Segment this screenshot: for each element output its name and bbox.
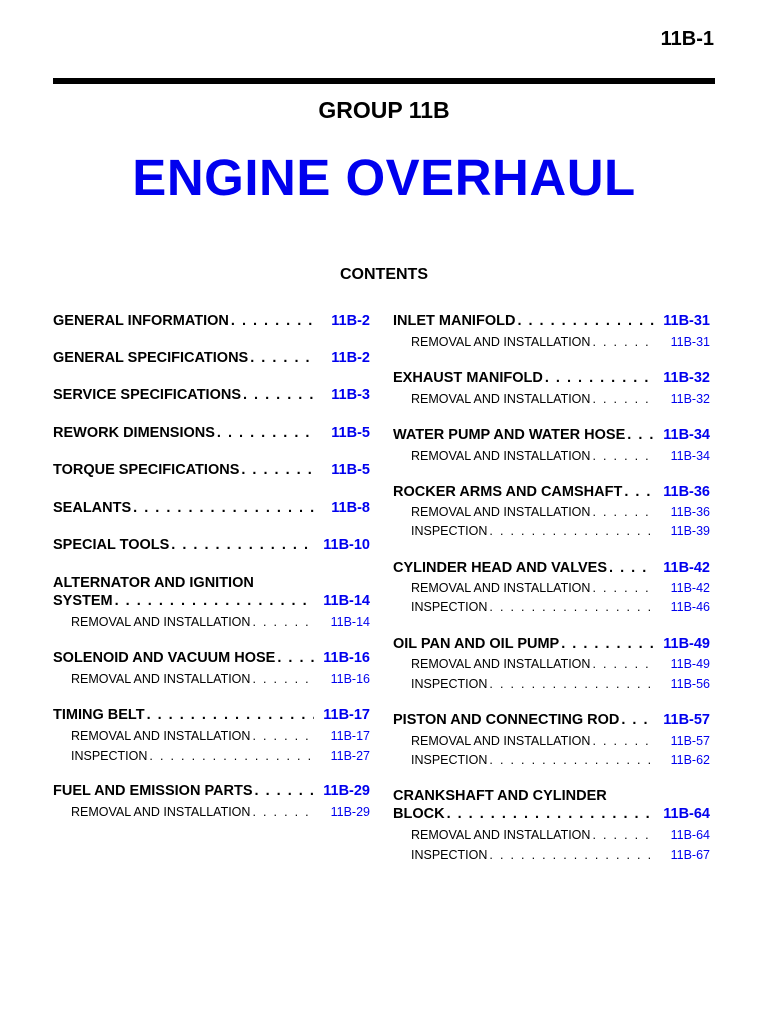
- toc-page-link[interactable]: 11B-64: [663, 806, 710, 822]
- toc-page-link[interactable]: 11B-2: [331, 350, 370, 366]
- toc-entry-special-tools[interactable]: [53, 535, 370, 555]
- toc-leader: [619, 710, 654, 730]
- toc-page-link[interactable]: 11B-31: [663, 313, 710, 329]
- toc-leader: [169, 535, 314, 555]
- toc-page-link[interactable]: 11B-2: [331, 313, 370, 329]
- toc-leader: [131, 498, 314, 518]
- toc-page-link[interactable]: 11B-16: [330, 672, 370, 686]
- toc-sub-label: REMOVAL AND INSTALLATION: [411, 392, 591, 406]
- toc-entry-rocker-arms[interactable]: [393, 482, 710, 502]
- toc-sub-label: REMOVAL AND INSTALLATION: [411, 505, 591, 519]
- toc-sub-label: INSPECTION: [71, 749, 148, 763]
- toc-sub-rocker-arms-inspection[interactable]: [411, 522, 710, 540]
- toc-sub-label: REMOVAL AND INSTALLATION: [71, 615, 251, 629]
- toc-page-link[interactable]: 11B-31: [670, 335, 710, 349]
- toc-leader: [590, 579, 654, 597]
- toc-label: ALTERNATOR AND IGNITION: [53, 575, 254, 591]
- toc-leader: [241, 385, 314, 405]
- toc-page-link[interactable]: 11B-14: [323, 593, 370, 609]
- toc-sub-cylinder-head-removal[interactable]: [411, 579, 710, 597]
- toc-entry-alternator-line1[interactable]: [53, 573, 370, 593]
- toc-page-link[interactable]: 11B-34: [670, 449, 710, 463]
- toc-page-link[interactable]: 11B-34: [663, 427, 710, 443]
- toc-page-link[interactable]: 11B-36: [663, 484, 710, 500]
- toc-page-link[interactable]: 11B-56: [670, 677, 710, 691]
- toc-leader: [250, 670, 314, 688]
- toc-entry-water-pump[interactable]: [393, 425, 710, 445]
- toc-leader: [590, 503, 654, 521]
- toc-page-link[interactable]: 11B-46: [670, 600, 710, 614]
- toc-entry-service-specifications[interactable]: [53, 385, 370, 405]
- toc-entry-cylinder-head[interactable]: [393, 558, 710, 578]
- toc-page-link[interactable]: 11B-29: [330, 805, 370, 819]
- toc-page-link[interactable]: 11B-5: [331, 425, 370, 441]
- toc-page-link[interactable]: 11B-5: [331, 462, 370, 478]
- page-title: ENGINE OVERHAUL: [132, 149, 636, 206]
- toc-leader: [275, 648, 314, 668]
- toc-sub-oil-pan-inspection[interactable]: [411, 675, 710, 693]
- toc-entry-inlet-manifold[interactable]: [393, 311, 710, 331]
- toc-sub-rocker-arms-removal[interactable]: [411, 503, 710, 521]
- toc-sub-label: REMOVAL AND INSTALLATION: [411, 581, 591, 595]
- toc-entry-crankshaft-line1[interactable]: [393, 786, 710, 806]
- toc-entry-sealants[interactable]: [53, 498, 370, 518]
- toc-label: TIMING BELT: [53, 707, 145, 723]
- toc-page-link[interactable]: 11B-32: [663, 370, 710, 386]
- toc-entry-fuel-emission[interactable]: [53, 781, 370, 801]
- toc-leader: [487, 675, 654, 693]
- toc-sub-solenoid-removal[interactable]: [71, 670, 370, 688]
- toc-entry-torque-specifications[interactable]: [53, 460, 370, 480]
- toc-sub-label: INSPECTION: [411, 600, 488, 614]
- toc-sub-crankshaft-removal[interactable]: [411, 826, 710, 844]
- toc-label: GENERAL SPECIFICATIONS: [53, 350, 249, 366]
- toc-sub-piston-inspection[interactable]: [411, 751, 710, 769]
- toc-page-link[interactable]: 11B-17: [330, 729, 370, 743]
- toc-label: SERVICE SPECIFICATIONS: [53, 387, 241, 403]
- toc-entry-crankshaft[interactable]: [393, 804, 710, 824]
- toc-leader: [590, 655, 654, 673]
- toc-entry-alternator[interactable]: [53, 591, 370, 611]
- toc-sub-label: REMOVAL AND INSTALLATION: [71, 805, 251, 819]
- toc-leader: [487, 522, 654, 540]
- toc-leader: [445, 804, 654, 824]
- toc-leader: [515, 311, 654, 331]
- toc-entry-oil-pan[interactable]: [393, 634, 710, 654]
- toc-leader: [145, 705, 314, 725]
- toc-page-link[interactable]: 11B-67: [670, 848, 710, 862]
- toc-page-link[interactable]: 11B-8: [331, 500, 370, 516]
- toc-leader: [590, 447, 654, 465]
- toc-label: PISTON AND CONNECTING ROD: [393, 712, 620, 728]
- contents-heading: CONTENTS: [340, 266, 428, 283]
- toc-sub-label: INSPECTION: [411, 524, 488, 538]
- toc-sub-piston-removal[interactable]: [411, 732, 710, 750]
- toc-page-link[interactable]: 11B-57: [670, 734, 710, 748]
- toc-sub-exhaust-manifold-removal[interactable]: [411, 390, 710, 408]
- toc-leader: [590, 826, 654, 844]
- toc-sub-timing-belt-removal[interactable]: [71, 727, 370, 745]
- page-number: 11B-1: [660, 28, 714, 50]
- toc-sub-label: INSPECTION: [411, 677, 488, 691]
- toc-label: SEALANTS: [53, 500, 132, 516]
- toc-leader: [625, 425, 654, 445]
- toc-page-link[interactable]: 11B-17: [323, 707, 370, 723]
- toc-entry-timing-belt[interactable]: [53, 705, 370, 725]
- toc-label: CYLINDER HEAD AND VALVES: [393, 560, 608, 576]
- toc-page-link[interactable]: 11B-3: [331, 387, 370, 403]
- toc-leader: [113, 591, 314, 611]
- group-heading: GROUP 11B: [318, 97, 450, 123]
- toc-label: FUEL AND EMISSION PARTS: [53, 783, 253, 799]
- toc-sub-label: REMOVAL AND INSTALLATION: [411, 449, 591, 463]
- toc-label: EXHAUST MANIFOLD: [393, 370, 543, 386]
- toc-sub-cylinder-head-inspection[interactable]: [411, 598, 710, 616]
- toc-page-link[interactable]: 11B-32: [670, 392, 710, 406]
- toc-sub-label: REMOVAL AND INSTALLATION: [411, 335, 591, 349]
- toc-page-link[interactable]: 11B-29: [323, 783, 370, 799]
- toc-sub-oil-pan-removal[interactable]: [411, 655, 710, 673]
- toc-label: TORQUE SPECIFICATIONS: [53, 462, 240, 478]
- toc-entry-piston[interactable]: [393, 710, 710, 730]
- toc-page-link[interactable]: 11B-42: [670, 581, 710, 595]
- toc-label: OIL PAN AND OIL PUMP: [393, 636, 560, 652]
- toc-page-link[interactable]: 11B-62: [670, 753, 710, 767]
- toc-label: WATER PUMP AND WATER HOSE: [393, 427, 626, 443]
- toc-page-link[interactable]: 11B-49: [670, 657, 710, 671]
- toc-sub-label: REMOVAL AND INSTALLATION: [411, 828, 591, 842]
- toc-sub-alternator-removal[interactable]: [71, 613, 370, 631]
- toc-label: SOLENOID AND VACUUM HOSE: [53, 650, 276, 666]
- toc-page-link[interactable]: 11B-57: [663, 712, 710, 728]
- toc-leader: [543, 368, 654, 388]
- toc-leader: [147, 747, 314, 765]
- toc-page-link[interactable]: 11B-36: [670, 505, 710, 519]
- toc-sub-inlet-manifold-removal[interactable]: [411, 333, 710, 351]
- top-rule: [53, 78, 715, 84]
- toc-label: INLET MANIFOLD: [393, 313, 516, 329]
- toc-entry-general-specifications[interactable]: [53, 348, 370, 368]
- toc-label: BLOCK: [393, 806, 445, 822]
- toc-entry-exhaust-manifold[interactable]: [393, 368, 710, 388]
- toc-leader: [590, 390, 654, 408]
- toc-page-link[interactable]: 11B-42: [663, 560, 710, 576]
- toc-label: SYSTEM: [53, 593, 113, 609]
- toc-page-link[interactable]: 11B-39: [670, 524, 710, 538]
- toc-leader: [250, 803, 314, 821]
- toc-leader: [215, 423, 314, 443]
- toc-leader: [487, 598, 654, 616]
- toc-leader: [253, 781, 314, 801]
- toc-sub-timing-belt-inspection[interactable]: [71, 747, 370, 765]
- toc-leader: [487, 751, 654, 769]
- toc-page-link[interactable]: 11B-64: [670, 828, 710, 842]
- toc-leader: [622, 482, 654, 502]
- toc-leader: [590, 333, 654, 351]
- toc-page-link[interactable]: 11B-14: [330, 615, 370, 629]
- toc-leader: [559, 634, 654, 654]
- toc-leader: [248, 348, 314, 368]
- toc-leader: [607, 558, 654, 578]
- toc-label: SPECIAL TOOLS: [53, 537, 170, 553]
- toc-label: CRANKSHAFT AND CYLINDER: [393, 788, 607, 804]
- toc-leader: [250, 613, 314, 631]
- toc-leader: [250, 727, 314, 745]
- toc-leader: [590, 732, 654, 750]
- toc-sub-label: REMOVAL AND INSTALLATION: [71, 672, 251, 686]
- toc-page-link[interactable]: 11B-49: [663, 636, 710, 652]
- toc-label: REWORK DIMENSIONS: [53, 425, 215, 441]
- toc-sub-label: INSPECTION: [411, 753, 488, 767]
- toc-leader: [229, 311, 314, 331]
- toc-page-link[interactable]: 11B-16: [323, 650, 370, 666]
- toc-leader: [239, 460, 314, 480]
- toc-sub-label: REMOVAL AND INSTALLATION: [411, 657, 591, 671]
- toc-sub-crankshaft-inspection[interactable]: [411, 846, 710, 864]
- toc-sub-fuel-emission-removal[interactable]: [71, 803, 370, 821]
- toc-label: GENERAL INFORMATION: [53, 313, 229, 329]
- toc-label: ROCKER ARMS AND CAMSHAFT: [393, 484, 623, 500]
- toc-sub-label: INSPECTION: [411, 848, 488, 862]
- toc-page-link[interactable]: 11B-27: [330, 749, 370, 763]
- toc-leader: [487, 846, 654, 864]
- toc-page-link[interactable]: 11B-10: [323, 537, 370, 553]
- toc-sub-label: REMOVAL AND INSTALLATION: [411, 734, 591, 748]
- toc-entry-rework-dimensions[interactable]: [53, 423, 370, 443]
- toc-entry-solenoid[interactable]: [53, 648, 370, 668]
- toc-entry-general-information[interactable]: [53, 311, 370, 331]
- toc-sub-label: REMOVAL AND INSTALLATION: [71, 729, 251, 743]
- toc-sub-water-pump-removal[interactable]: [411, 447, 710, 465]
